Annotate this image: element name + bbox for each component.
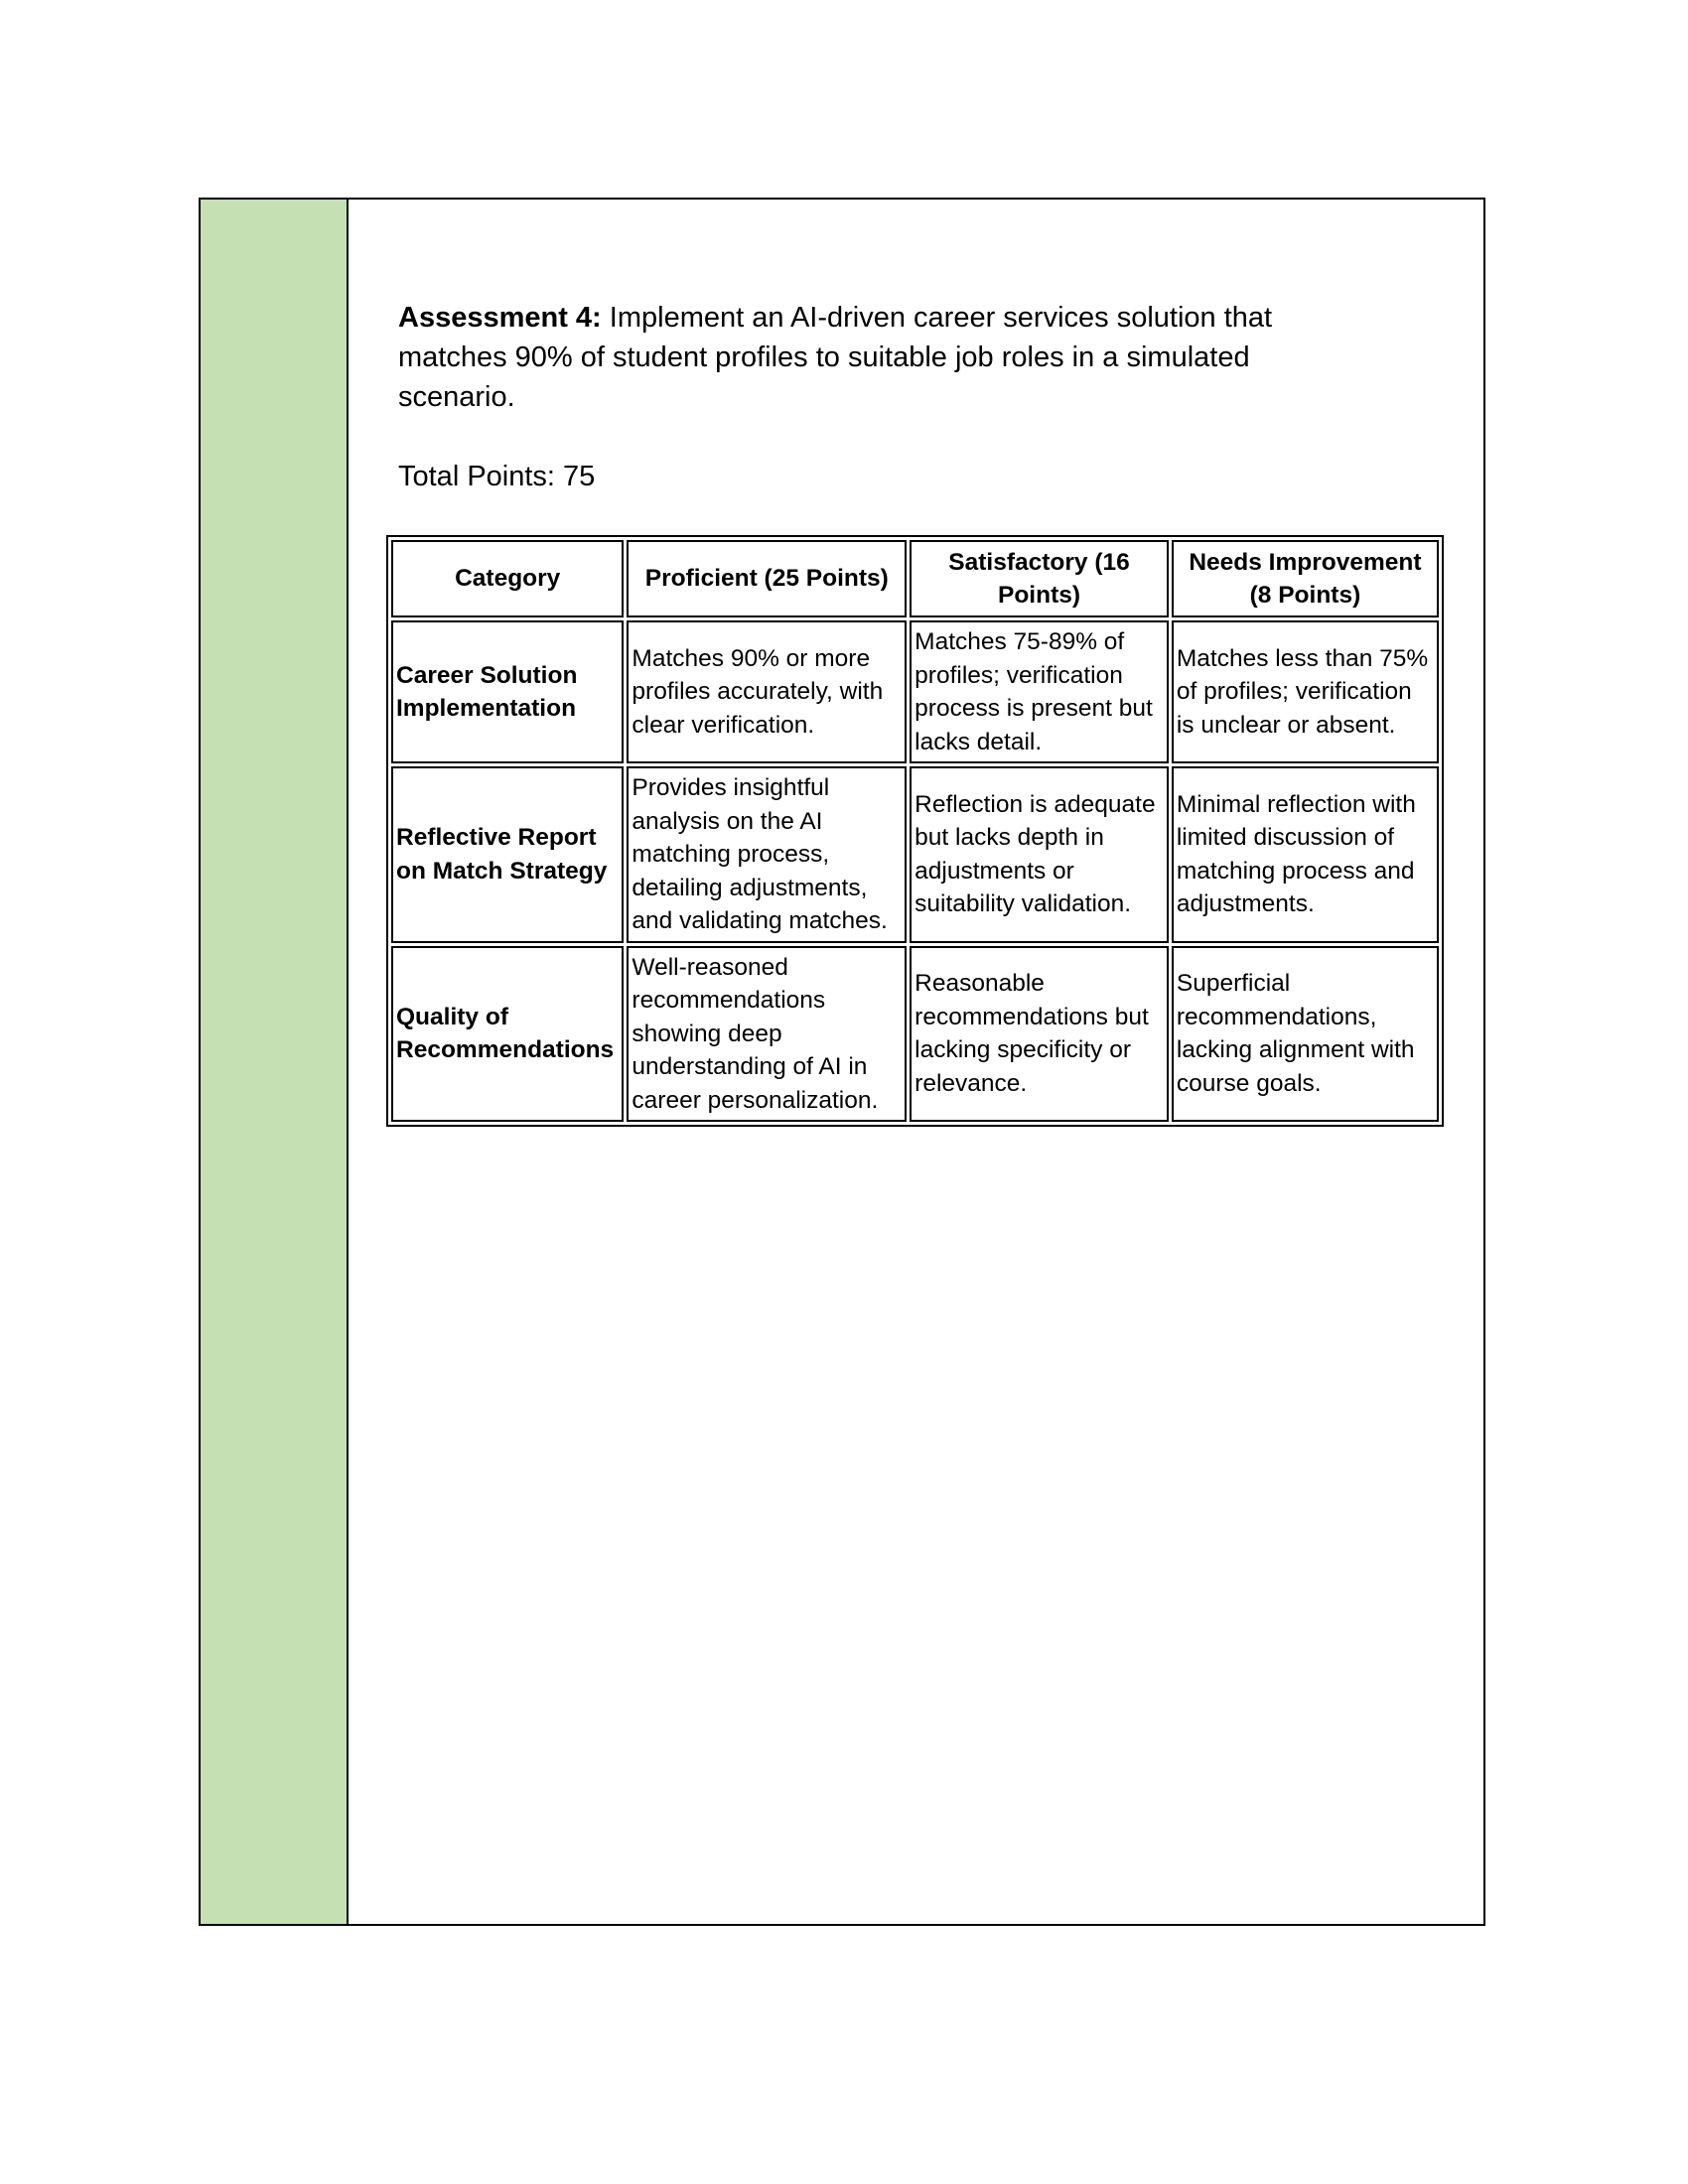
row-satisfactory: Reflection is adequate but lacks depth in adjustments or suitability validation. [910,766,1169,943]
row-needs-improvement: Minimal reflection with limited discussion of matching process and adjustments. [1172,766,1439,943]
rubric-table [386,535,1444,1127]
row-category: Quality of Recommendations [391,946,624,1123]
table-row [391,620,1439,763]
row-needs-improvement: Superficial recommendations, lacking alignment with course goals. [1172,946,1439,1123]
table-row [391,766,1439,943]
green-sidebar [201,200,349,1924]
assessment-text: Implement an AI-driven career services solution that matches 90% of student profiles to suitable job roles in a simulated scenario. [398,302,1273,413]
row-proficient: Provides insightful analysis on the AI matching process, detailing adjustments, and validating matches. [627,766,907,943]
header-proficient: Proficient (25 Points) [627,540,907,617]
assessment-description [398,298,1332,417]
rubric-header-row [391,540,1439,617]
row-satisfactory: Reasonable recommendations but lacking specificity or relevance. [910,946,1169,1123]
header-needs-improvement: Needs Improvement (8 Points) [1172,540,1439,617]
row-category: Reflective Report on Match Strategy [391,766,624,943]
row-satisfactory: Matches 75-89% of profiles; verification process is present but lacks detail. [910,620,1169,763]
row-category: Career Solution Implementation [391,620,624,763]
table-row [391,946,1439,1123]
page-frame [199,198,1485,1926]
content-area [396,298,1451,1114]
row-proficient: Well-reasoned recommendations showing deep understanding of AI in career personalization. [627,946,907,1123]
total-points: Total Points: 75 [398,461,596,492]
assessment-label: Assessment 4: [398,302,602,334]
row-needs-improvement: Matches less than 75% of profiles; verification is unclear or absent. [1172,620,1439,763]
row-proficient: Matches 90% or more profiles accurately, with clear verification. [627,620,907,763]
header-category: Category [391,540,624,617]
header-satisfactory: Satisfactory (16 Points) [910,540,1169,617]
